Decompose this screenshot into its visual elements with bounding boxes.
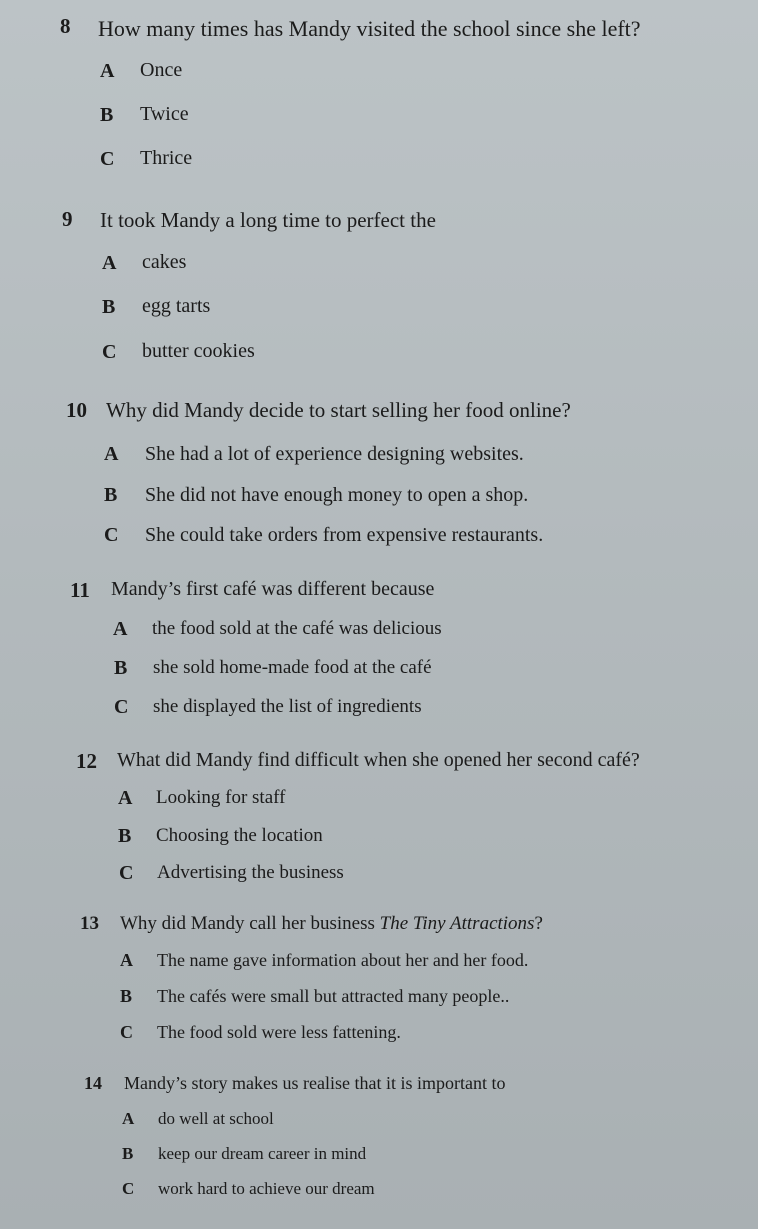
question-text-end: ? xyxy=(534,913,543,934)
option-text: The food sold were less fattening. xyxy=(157,1022,401,1042)
option-letter: A xyxy=(104,443,119,465)
option-text: cakes xyxy=(142,251,187,273)
option-letter: C xyxy=(122,1179,135,1198)
option-text: The name gave information about her and her food. xyxy=(157,950,529,970)
question-text: Mandy’s story makes us realise that it is important to xyxy=(124,1073,506,1093)
question-text xyxy=(120,913,543,935)
option-letter: C xyxy=(114,696,129,718)
option-letter: C xyxy=(104,524,119,546)
option-text: egg tarts xyxy=(142,295,211,317)
option-letter: A xyxy=(102,252,117,274)
option-letter: C xyxy=(100,148,115,170)
option-letter: B xyxy=(114,657,128,679)
option-letter: A xyxy=(122,1109,135,1128)
option-letter: B xyxy=(118,825,132,847)
option-text: She had a lot of experience designing websites. xyxy=(145,443,524,465)
question-number: 13 xyxy=(80,913,99,934)
option-text: the food sold at the café was delicious xyxy=(152,618,442,639)
option-text: Thrice xyxy=(140,147,193,169)
option-letter: C xyxy=(120,1022,133,1042)
question-text: How many times has Mandy visited the school since she left? xyxy=(98,16,641,41)
option-letter: C xyxy=(119,862,134,884)
option-text: She could take orders from expensive restaurants. xyxy=(145,524,544,546)
option-letter: B xyxy=(120,986,133,1006)
option-text: Looking for staff xyxy=(156,787,286,808)
question-number: 8 xyxy=(60,14,71,38)
option-letter: A xyxy=(120,950,133,970)
option-text: Once xyxy=(140,59,183,81)
option-text: do well at school xyxy=(158,1109,274,1128)
option-letter: B xyxy=(102,296,116,318)
option-text: The cafés were small but attracted many people.. xyxy=(157,986,510,1006)
question-number: 12 xyxy=(76,749,97,773)
business-name: The Tiny Attractions xyxy=(379,913,535,934)
question-number: 14 xyxy=(84,1073,102,1093)
option-text: butter cookies xyxy=(142,340,255,362)
question-text: It took Mandy a long time to perfect the xyxy=(100,208,436,232)
option-text: she sold home-made food at the café xyxy=(153,657,432,678)
option-text: she displayed the list of ingredients xyxy=(153,696,422,717)
option-letter: B xyxy=(100,104,114,126)
question-number: 10 xyxy=(66,398,87,422)
option-letter: C xyxy=(102,341,117,363)
option-text: She did not have enough money to open a shop. xyxy=(145,484,529,506)
option-text: Twice xyxy=(140,103,189,125)
option-letter: A xyxy=(118,787,133,809)
option-letter: B xyxy=(104,484,118,506)
option-letter: A xyxy=(113,618,128,640)
option-text: Choosing the location xyxy=(156,825,323,846)
option-text: Advertising the business xyxy=(157,862,344,883)
question-text: Mandy’s first café was different because xyxy=(111,578,435,600)
option-letter: A xyxy=(100,60,115,82)
question-number: 11 xyxy=(70,578,90,602)
question-number: 9 xyxy=(62,207,73,231)
option-letter: B xyxy=(122,1144,134,1163)
option-text: work hard to achieve our dream xyxy=(158,1179,375,1198)
question-text: What did Mandy find difficult when she opened her second café? xyxy=(117,749,640,771)
option-text: keep our dream career in mind xyxy=(158,1144,367,1163)
question-text: Why did Mandy decide to start selling her food online? xyxy=(106,398,571,422)
question-text-start: Why did Mandy call her business xyxy=(120,913,380,934)
